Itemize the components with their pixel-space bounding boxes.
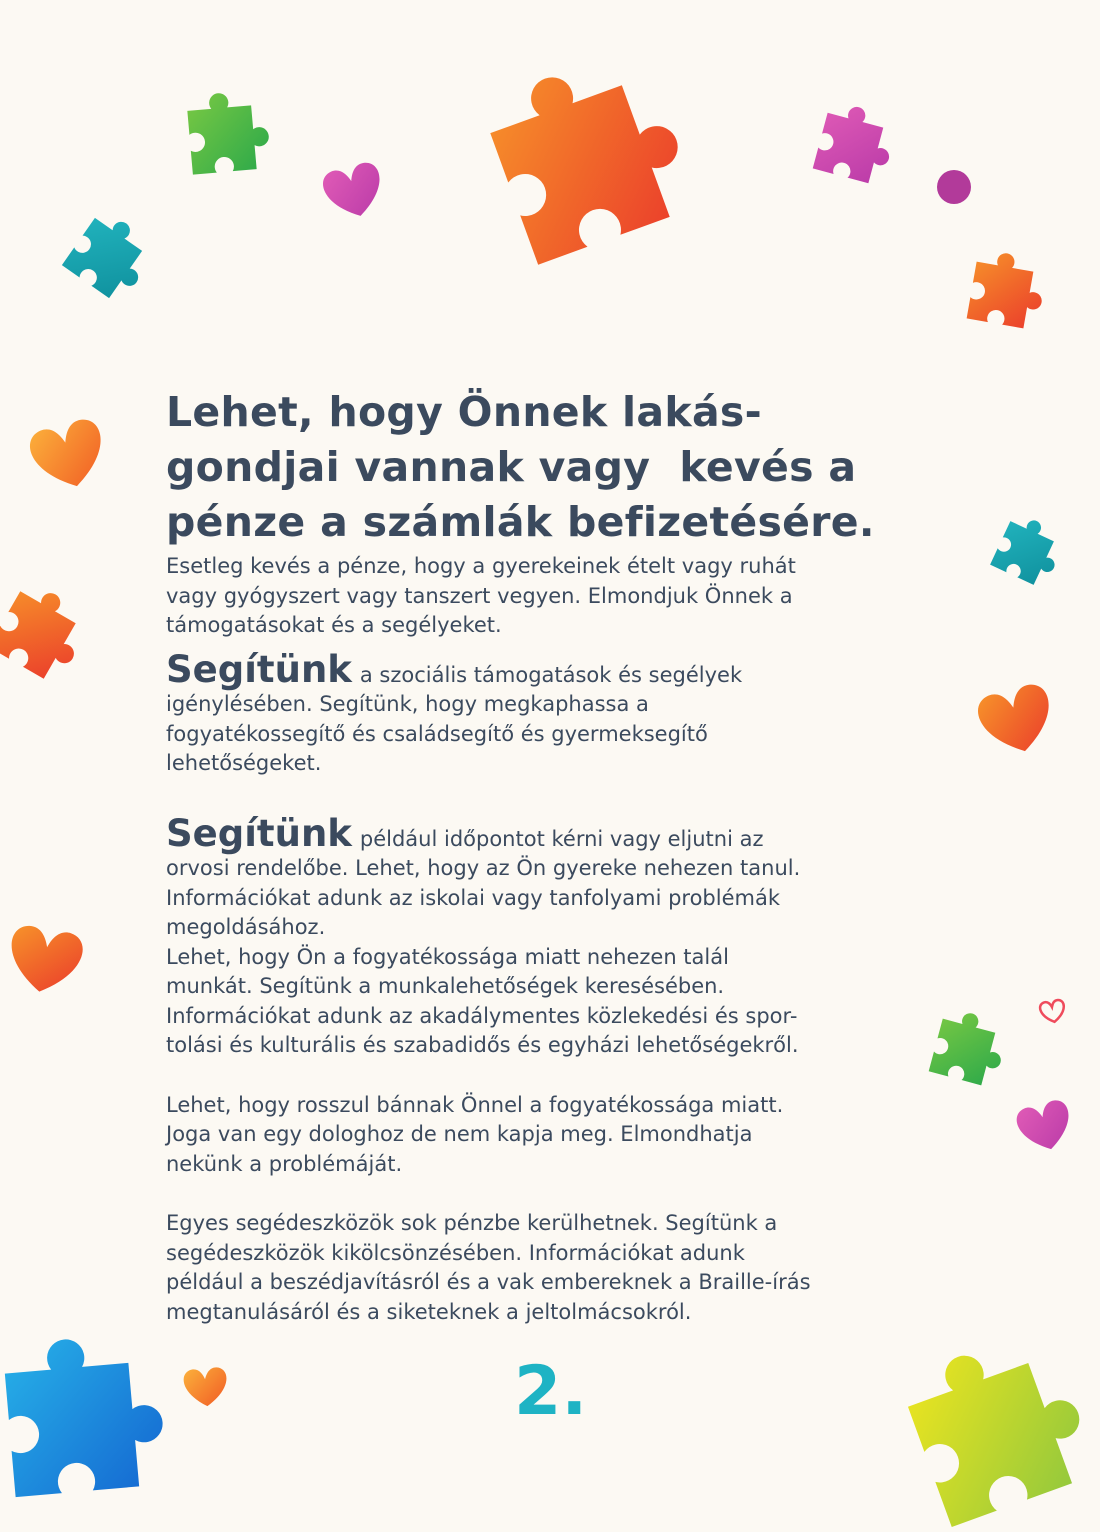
rights-paragraph	[166, 1091, 926, 1180]
text-line: Egyes segédeszközök sok pénzbe kerülhetnek. Segítünk a	[166, 1211, 778, 1235]
text-line-rest: a szociális támogatások és segélyek	[359, 662, 743, 687]
orange-puzzle-piece-left	[0, 578, 96, 686]
orange-heart-right	[974, 681, 1059, 760]
orange-puzzle-piece-large	[479, 43, 700, 264]
pink-heart	[320, 160, 388, 224]
text-line: igénylésében. Segítünk, hogy megkaphassa a	[166, 692, 649, 716]
pink-puzzle-piece	[813, 100, 900, 187]
health-work-paragraph	[166, 811, 926, 1061]
orange-heart-left	[26, 416, 111, 495]
text-line: megoldásához.	[166, 915, 326, 939]
text-line: Információkat adunk az akadálymentes közlekedési és spor-	[166, 1003, 798, 1028]
text-line: orvosi rendelőbe. Lehet, hogy az Ön gyereke nehezen tanul.	[166, 856, 801, 880]
text-line: támogatásokat és a segélyeket.	[166, 613, 502, 637]
text-line	[166, 647, 926, 691]
green-puzzle-piece-right	[929, 1006, 1011, 1088]
text-line: Lehet, hogy Ön a fogyatékossága miatt nehezen talál	[166, 944, 729, 969]
lead-word: Segítünk	[166, 647, 352, 691]
lime-puzzle-piece	[898, 1325, 1100, 1527]
orange-heart-left-lower	[4, 923, 85, 998]
text-line: nekünk a problémáját.	[166, 1151, 403, 1176]
heading-line: pénze a számlák befizetésére.	[166, 498, 875, 546]
text-line: Esetleg kevés a pénze, hogy a gyerekeinek ételt vagy ruhát	[166, 554, 796, 578]
blue-puzzle-piece	[2, 1332, 168, 1498]
text-line: fogyatékossegítő és családsegítő és gyermeksegítő	[166, 721, 708, 746]
intro-paragraph	[166, 552, 926, 641]
page-number: 2.	[514, 1352, 588, 1431]
magenta-dot	[937, 170, 971, 204]
text-line: segédeszközök kikölcsönzésében. Információkat adunk	[166, 1240, 745, 1265]
text-line: megtanulásáról és a siketeknek a jeltolmácsokról.	[166, 1299, 692, 1324]
text-line: Joga van egy dologhoz de nem kapja meg. Elmondhatja	[166, 1122, 753, 1146]
text-line: tolási és kulturális és szabadidős és egyházi lehetőségekről.	[166, 1033, 799, 1057]
text-line: Lehet, hogy rosszul bánnak Önnel a fogyatékossága miatt.	[166, 1092, 784, 1117]
lead-word: Segítünk	[166, 811, 352, 855]
teal-puzzle-piece-right	[990, 511, 1069, 590]
text-line: Információkat adunk az iskolai vagy tanfolyami problémák	[166, 885, 781, 910]
heading-line: gondjai vannak vagy kevés a	[166, 443, 857, 491]
orange-heart-bottom	[183, 1367, 229, 1408]
social-support-paragraph	[166, 647, 926, 779]
pink-heart-right	[1014, 1098, 1077, 1156]
text-line: például a beszédjavításról és a vak embereknek a Braille-írás	[166, 1270, 811, 1294]
text-line-rest: például időpontot kérni vagy eljutni az	[359, 826, 764, 851]
text-line: munkát. Segítünk a munkalehetőségek keresésében.	[166, 974, 725, 998]
heading-line: Lehet, hogy Önnek lakás-	[166, 388, 762, 436]
text-line	[166, 811, 926, 855]
outline-heart-small	[1039, 999, 1066, 1024]
main-content	[166, 385, 926, 1327]
text-line: vagy gyógyszert vagy tanszert vegyen. Elmondjuk Önnek a	[166, 583, 793, 608]
green-puzzle-piece	[186, 89, 271, 174]
teal-puzzle-piece	[62, 207, 161, 306]
orange-puzzle-piece-right	[967, 248, 1049, 330]
devices-paragraph	[166, 1209, 926, 1327]
page-heading	[166, 385, 926, 550]
text-line: lehetőségeket.	[166, 751, 322, 775]
